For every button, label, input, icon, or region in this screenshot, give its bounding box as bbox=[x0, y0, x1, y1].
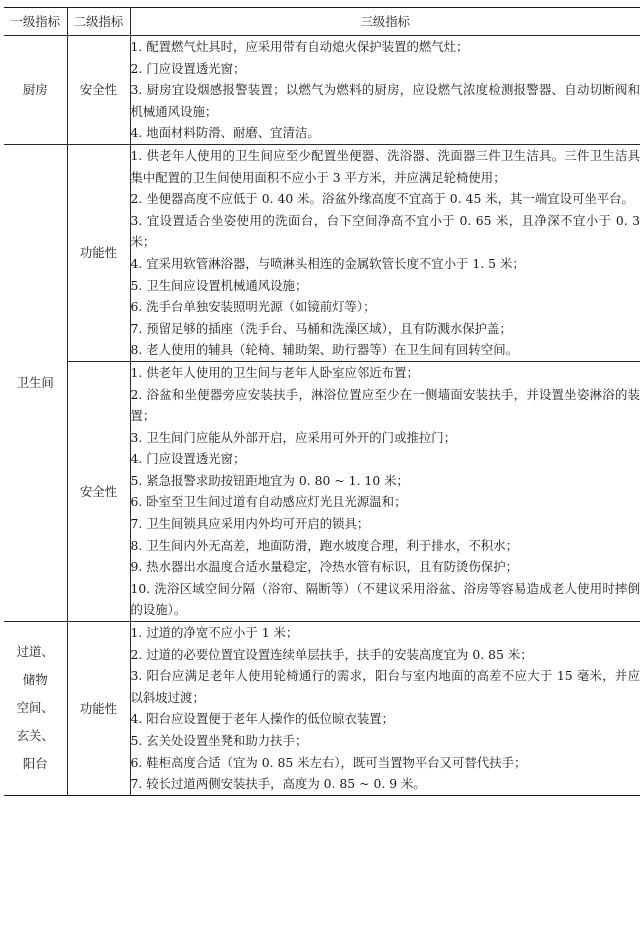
table-row-passage bbox=[4, 622, 640, 796]
passage-level1-line: 玄关、 bbox=[16, 728, 54, 744]
list-item: 7. 卫生间锁具应采用内外均可开启的锁具； bbox=[130, 516, 370, 532]
list-item: 4. 地面材料防滑、耐磨、宜清洁。 bbox=[130, 125, 320, 141]
table-row-bathroom-safety bbox=[4, 361, 640, 621]
list-item: 4. 阳台应设置便于老年人操作的低位晾衣装置； bbox=[130, 711, 395, 727]
bathroom-function-items bbox=[130, 144, 640, 361]
table-row-kitchen bbox=[4, 36, 640, 145]
list-item: 3. 卫生间门应能从外部开启，应采用可外开的门或推拉门； bbox=[130, 429, 457, 445]
bathroom-level1: 卫生间 bbox=[4, 144, 67, 621]
list-item: 8. 老人使用的辅具（轮椅、辅助架、助行器等）在卫生间有回转空间。 bbox=[130, 342, 518, 358]
kitchen-level2: 安全性 bbox=[67, 36, 130, 145]
list-item: 6. 卧室至卫生间过道有自动感应灯光且光源温和； bbox=[130, 494, 407, 510]
list-item: 2. 过道的必要位置宜设置连续单层扶手，扶手的安装高度宜为 0. 85 米； bbox=[130, 646, 533, 662]
list-item: 9. 热水器出水温度合适水量稳定，冷热水管有标识，且有防烫伤保护； bbox=[130, 559, 518, 575]
list-item: 2. 门应设置透光窗； bbox=[130, 60, 246, 76]
kitchen-level1: 厨房 bbox=[4, 36, 67, 145]
indicator-table bbox=[4, 7, 640, 796]
passage-items bbox=[130, 622, 640, 796]
list-item: 6. 鞋柜高度合适（宜为 0. 85 米左右），既可当置物平台又可替代扶手； bbox=[130, 754, 527, 770]
table-header-row bbox=[4, 8, 640, 36]
bathroom-safety-level2: 安全性 bbox=[67, 361, 130, 621]
header-level3: 三级指标 bbox=[130, 8, 640, 36]
passage-level1-line: 过道、 bbox=[16, 644, 54, 660]
list-item: 3. 厨房宜设烟感报警装置；以燃气为燃料的厨房，应设燃气浓度检测报警器、自动切断阀和机械通风设施； bbox=[130, 82, 640, 119]
list-item: 2. 浴盆和坐便器旁应安装扶手，淋浴位置应至少在一侧墙面安装扶手，并设置坐姿淋浴的装置； bbox=[130, 386, 640, 424]
list-item: 3. 宜设置适合坐姿使用的洗面台，台下空间净高不宜小于 0. 65 米，且净深不宜小于 0. 3 米； bbox=[130, 212, 640, 250]
list-item: 10. 洗浴区域空间分隔（浴帘、隔断等）（不建议采用浴盆、浴房等容易造成老人使用时摔倒的设施）。 bbox=[130, 580, 640, 618]
list-item: 7. 较长过道两侧安装扶手，高度为 0. 85 ~ 0. 9 米。 bbox=[130, 776, 426, 792]
list-item: 7. 预留足够的插座（洗手台、马桶和洗澡区域），且有防溅水保护盖； bbox=[130, 320, 512, 336]
list-item: 5. 玄关处设置坐凳和助力扶手； bbox=[130, 733, 308, 748]
passage-level1 bbox=[4, 622, 67, 796]
passage-level1-line: 阳台 bbox=[22, 756, 48, 772]
list-item: 3. 阳台应满足老年人使用轮椅通行的需求，阳台与室内地面的高差不应大于 15 毫米，并应以斜坡过渡； bbox=[130, 668, 640, 705]
list-item: 4. 宜采用软管淋浴器，与喷淋头相连的金属软管长度不宜小于 1. 5 米； bbox=[130, 255, 525, 271]
list-item: 1. 配置燃气灶具时，应采用带有自动熄火保护装置的燃气灶； bbox=[130, 39, 469, 54]
bathroom-safety-items bbox=[130, 361, 640, 621]
list-item: 5. 紧急报警求助按钮距地宜为 0. 80 ~ 1. 10 米； bbox=[130, 472, 409, 488]
list-item: 1. 供老年人使用的卫生间与老年人卧室应邻近布置； bbox=[130, 364, 419, 380]
list-item: 4. 门应设置透光窗； bbox=[130, 451, 246, 467]
list-item: 1. 过道的净宽不应小于 1 米； bbox=[130, 625, 299, 641]
passage-level1-line: 储物 bbox=[22, 672, 48, 688]
table-row-bathroom-function bbox=[4, 144, 640, 361]
header-level2: 二级指标 bbox=[67, 8, 130, 36]
list-item: 6. 洗手台单独安装照明光源（如镜前灯等）； bbox=[130, 299, 376, 315]
list-item: 1. 供老年人使用的卫生间应至少配置坐便器、洗浴器、洗面器三件卫生洁具。三件卫生洁具集中配置的卫生间使用面积不应小于 3 平方米，并应满足轮椅使用； bbox=[130, 147, 640, 185]
list-item: 2. 坐便器高度不应低于 0. 40 米。浴盆外缘高度不宜高于 0. 45 米，其一端宜设可坐平台。 bbox=[130, 191, 634, 207]
header-level1: 一级指标 bbox=[4, 8, 67, 36]
kitchen-items bbox=[130, 36, 640, 145]
passage-level2: 功能性 bbox=[67, 622, 130, 796]
list-item: 8. 卫生间内外无高差，地面防滑，跑水坡度合理，利于排水，不积水； bbox=[130, 537, 518, 553]
bathroom-function-level2: 功能性 bbox=[67, 144, 130, 361]
passage-level1-line: 空间、 bbox=[16, 700, 54, 716]
list-item: 5. 卫生间应设置机械通风设施； bbox=[130, 277, 308, 293]
